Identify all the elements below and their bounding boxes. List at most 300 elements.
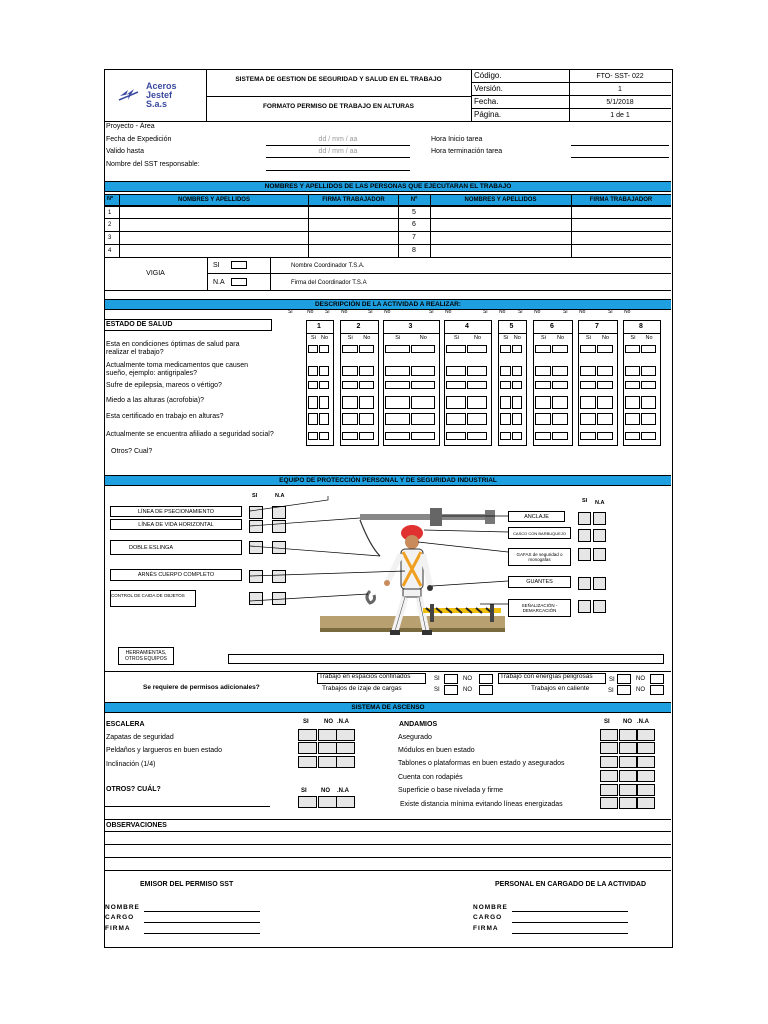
epp-right-na-checkbox-1[interactable] [593,512,606,525]
escalera-si-header: SI [303,719,309,725]
health-no-checkbox-3-6[interactable] [411,432,436,440]
escalera-no-header: NO [324,719,333,725]
valido-hasta-label: Valido hasta [106,148,145,155]
health-si-label-8: Si [630,335,636,341]
worker-num-3: 3 [108,235,112,241]
nombre-sst-label: Nombre del SST responsable: [106,161,200,168]
health-no-checkbox-6-1[interactable] [552,345,568,353]
estado-salud-label: ESTADO DE SALUD [106,321,173,328]
emisor-cargo-line[interactable] [144,922,260,923]
health-si-checkbox-8-4[interactable] [625,396,640,409]
health-no-checkbox-8-3[interactable] [641,381,656,389]
health-si-checkbox-5-4[interactable] [500,396,511,409]
health-question-6: Miedo a las alturas (acrofobia)? [106,397,205,404]
escalera-na-header: .N.A [337,719,349,725]
health-no-checkbox-1-6[interactable] [319,432,329,440]
epp-na-label-left: N.A [275,493,285,499]
health-no-checkbox-3-5[interactable] [411,413,436,425]
health-no-label-5: No [513,335,521,341]
health-no-checkbox-3-4[interactable] [411,396,436,409]
health-no-checkbox-8-1[interactable] [641,345,656,353]
andamios-item-rodapies: Cuenta con rodapiés [398,774,463,781]
health-no-label-1: No [320,335,329,341]
health-si-checkbox-6-4[interactable] [535,396,551,409]
health-question-5: Sufre de epilepsia, mareos o vértigo? [106,382,222,389]
health-no-label-4: No [473,335,482,341]
caliente-no-checkbox[interactable] [650,685,664,695]
health-si-label-1: Si [311,335,316,341]
health-no-label-2: No [363,335,371,341]
health-top-si-8: Si [608,309,613,315]
version-label: Versión. [474,84,503,93]
andamios-checkbox-4-3[interactable] [637,770,655,782]
health-no-checkbox-5-3[interactable] [512,381,523,389]
health-no-checkbox-7-1[interactable] [597,345,613,353]
health-si-checkbox-3-1[interactable] [385,345,410,353]
health-si-checkbox-7-6[interactable] [580,432,596,440]
health-si-checkbox-4-3[interactable] [446,381,466,389]
health-no-checkbox-2-6[interactable] [359,432,375,440]
nombre-coord-label: Nombre Coordinador T.S.A. [291,263,365,269]
escalera-checkbox-3-1[interactable] [298,756,317,768]
andamios-checkbox-4-1[interactable] [600,770,618,782]
personal-cargo-line[interactable] [512,922,628,923]
health-si-checkbox-2-2[interactable] [342,366,358,376]
health-si-checkbox-5-5[interactable] [500,413,511,425]
worker-num-1: 1 [108,210,112,216]
health-si-checkbox-6-3[interactable] [535,381,551,389]
health-si-checkbox-1-3[interactable] [308,381,318,389]
health-si-checkbox-3-3[interactable] [385,381,410,389]
health-col-num-4: 4 [465,323,469,330]
epp-right-si-checkbox-4[interactable] [578,577,591,590]
health-no-checkbox-1-5[interactable] [319,413,329,425]
health-no-checkbox-2-2[interactable] [359,366,375,376]
epp-item-linea-vida: LÍNEA DE VIDA HORIZONTAL [110,519,242,530]
form-title: FORMATO PERMISO DE TRABAJO EN ALTURAS [262,103,415,110]
andamios-item-tablones: Tablones o plataformas en buen estado y asegurados [398,760,565,767]
health-no-checkbox-1-3[interactable] [319,381,329,389]
worker-num-4: 4 [108,248,112,254]
health-si-label-4: Si [454,335,459,341]
health-si-checkbox-3-4[interactable] [385,396,410,409]
health-si-checkbox-4-1[interactable] [446,345,466,353]
otros-line[interactable] [104,806,270,807]
health-no-label-7: No [601,335,610,341]
escalera-checkbox-4-3[interactable] [336,796,355,808]
health-top-si-2: Si [325,309,330,315]
worker-num-8: 8 [412,247,416,254]
health-no-checkbox-6-6[interactable] [552,432,568,440]
health-no-checkbox-2-3[interactable] [359,381,375,389]
health-si-checkbox-5-2[interactable] [500,366,511,376]
andamios-checkbox-5-2[interactable] [619,784,637,796]
health-question-9: Otros? Cual? [111,448,153,455]
epp-right-na-checkbox-4[interactable] [593,577,606,590]
health-no-checkbox-3-3[interactable] [411,381,436,389]
vigia-na-checkbox[interactable] [231,278,247,286]
confinados-si-checkbox[interactable] [444,674,458,684]
nombre-sst-line[interactable] [266,170,410,171]
health-no-checkbox-8-6[interactable] [641,432,656,440]
observaciones-line-2[interactable] [104,857,671,858]
escalera-checkbox-1-2[interactable] [318,729,337,741]
confinados-si-label: SI [434,676,440,682]
epp-item-linea-posicionamiento: LÍNEA DE PSECIONAMIENTO [110,506,242,517]
personal-firma-label: FIRMA [473,925,499,932]
emisor-nombre-line[interactable] [144,911,260,912]
health-no-checkbox-8-5[interactable] [641,413,656,425]
health-top-no-7: No [579,309,586,315]
health-no-checkbox-7-2[interactable] [597,366,613,376]
escalera-checkbox-4-2[interactable] [318,796,337,808]
health-question-2: realizar el trabajo? [106,349,164,356]
health-col-divider-1 [306,333,334,334]
vigia-na-label: N.A [213,279,225,286]
version-value: 1 [618,86,622,93]
health-no-checkbox-3-1[interactable] [411,345,436,353]
health-question-3: Actualmente toma medicamentos que causen [106,362,249,369]
health-no-checkbox-4-5[interactable] [467,413,487,425]
energias-no-label: NO [636,676,645,682]
health-no-checkbox-8-4[interactable] [641,396,656,409]
health-si-checkbox-2-3[interactable] [342,381,358,389]
health-no-label-8: No [645,335,653,341]
health-no-checkbox-6-4[interactable] [552,396,568,409]
escalera-checkbox-3-2[interactable] [318,756,337,768]
health-top-si-3: Si [368,309,373,315]
worker-num-7: 7 [412,234,416,241]
caliente-si-checkbox[interactable] [617,685,631,695]
escalera-checkbox-4-1[interactable] [298,796,317,808]
health-col-num-7: 7 [595,323,599,330]
escalera-item-inclinacion: Inclinación (1/4) [106,761,156,768]
health-no-checkbox-6-5[interactable] [552,413,568,425]
fecha-value: 5/1/2018 [606,99,634,106]
epp-item-casco: CASCO CON BARBUQUEJO [508,527,571,539]
col-firma-left: FIRMA TRABAJADOR [322,197,385,203]
epp-na-label-right: N.A [595,500,605,506]
andamios-checkbox-1-1[interactable] [600,729,618,741]
health-si-checkbox-4-5[interactable] [446,413,466,425]
health-si-checkbox-6-1[interactable] [535,345,551,353]
health-top-si-1: Si [288,309,293,315]
emisor-firma-label: FIRMA [105,925,131,932]
health-no-checkbox-1-4[interactable] [319,396,329,409]
emisor-firma-line[interactable] [144,933,260,934]
personal-nombre-label: NOMBRE [473,904,508,911]
health-si-checkbox-6-5[interactable] [535,413,551,425]
escalera-checkbox-1-3[interactable] [336,729,355,741]
health-no-checkbox-1-2[interactable] [319,366,329,376]
epp-item-doble-eslinga: DOBLE ESLINGA [110,540,242,555]
health-si-checkbox-7-5[interactable] [580,413,596,425]
andamios-checkbox-3-2[interactable] [619,756,637,768]
andamios-checkbox-3-3[interactable] [637,756,655,768]
andamios-checkbox-2-2[interactable] [619,742,637,754]
epp-right-si-checkbox-1[interactable] [578,512,591,525]
health-top-no-5: No [499,309,506,315]
epp-item-guantes: GUANTES [508,576,571,588]
health-si-checkbox-5-6[interactable] [500,432,511,440]
health-no-checkbox-7-6[interactable] [597,432,613,440]
system-title: SISTEMA DE GESTION DE SEGURIDAD Y SALUD EN EL TRABAJO [235,76,442,83]
escalera-item-zapatas: Zapatas de seguridad [106,734,174,741]
energias-si-checkbox[interactable] [617,674,631,684]
firma-coord-label: Firma del Coordinador T.S.A [291,280,367,286]
health-si-checkbox-4-2[interactable] [446,366,466,376]
health-top-no-2: No [341,309,348,315]
health-no-checkbox-4-2[interactable] [467,366,487,376]
health-col-num-5: 5 [509,323,514,330]
health-no-checkbox-2-5[interactable] [359,413,375,425]
health-no-checkbox-4-4[interactable] [467,396,487,409]
health-col-divider-6 [533,333,573,334]
escalera-checkbox-3-3[interactable] [336,756,355,768]
epp-si-label-right: SI [582,498,588,504]
health-si-checkbox-2-4[interactable] [342,396,358,409]
logo-text-1: Aceros [146,81,177,91]
otros-na-header: .N.A [337,788,349,794]
epp-item-anclaje: ANCLAJE [508,511,565,522]
personal-nombre-line[interactable] [512,911,628,912]
health-si-checkbox-8-1[interactable] [625,345,640,353]
epp-right-na-checkbox-5[interactable] [593,600,606,613]
epp-right-si-checkbox-2[interactable] [578,529,591,542]
fall-protection-illustration [240,486,510,646]
izaje-no-label: NO [463,687,472,693]
health-si-checkbox-3-5[interactable] [385,413,410,425]
health-si-checkbox-1-1[interactable] [308,345,318,353]
vigia-label: VIGIA [146,270,165,277]
epp-right-na-checkbox-3[interactable] [593,548,606,561]
escalera-item-peldanos: Peldaños y largueros en buen estado [106,747,222,754]
epp-section-bar: EQUIPO DE PROTECCIÓN PERSONAL Y DE SEGURIDAD INDUSTRIAL [105,475,671,486]
hora-fin-line[interactable] [571,157,669,158]
caliente-si-label: SI [608,688,614,694]
izaje-si-checkbox[interactable] [444,685,458,695]
health-top-si-7: Si [563,309,568,315]
logo-text-3: S.a.s [146,99,168,109]
health-question-1: Esta en condiciones óptimas de salud para [106,341,240,348]
activity-section-bar: DESCRIPCIÓN DE LA ACTIVIDAD A REALIZAR: [105,299,671,310]
health-si-checkbox-2-5[interactable] [342,413,358,425]
health-no-checkbox-2-1[interactable] [359,345,375,353]
health-no-checkbox-3-2[interactable] [411,366,436,376]
epp-right-na-checkbox-2[interactable] [593,529,606,542]
andamios-item-asegurado: Asegurado [398,734,432,741]
personal-cargo-label: CARGO [473,914,503,921]
health-no-checkbox-7-5[interactable] [597,413,613,425]
additional-question: Se requiere de permisos adicionales? [143,684,260,691]
otros-no-header: NO [321,788,330,794]
andamios-checkbox-3-1[interactable] [600,756,618,768]
ascenso-section-bar: SISTEMA DE ASCENSO [105,702,671,713]
health-si-checkbox-1-5[interactable] [308,413,318,425]
health-no-checkbox-2-4[interactable] [359,396,375,409]
andamios-checkbox-5-3[interactable] [637,784,655,796]
observaciones-line-1[interactable] [104,844,671,845]
izaje-si-label: SI [434,687,440,693]
caliente-no-label: NO [636,687,645,693]
epp-item-control-caida: CONTROL DE CAIDA DE OBJETOS [110,590,196,607]
health-si-checkbox-7-2[interactable] [580,366,596,376]
vigia-si-checkbox[interactable] [231,261,247,269]
health-top-si-5: Si [483,309,488,315]
health-top-no-4: No [445,309,452,315]
epp-item-gafas: GAFAS de seguridad o monogafas [508,548,571,566]
andamios-no-header: NO [623,719,632,725]
codigo-value: FTO- SST- 022 [596,73,644,80]
energias-si-label: SI [609,677,615,683]
fecha-label: Fecha. [474,97,499,106]
epp-right-si-checkbox-5[interactable] [578,600,591,613]
escalera-checkbox-2-2[interactable] [318,742,337,754]
health-si-label-3: Si [395,335,401,341]
health-no-checkbox-5-1[interactable] [512,345,523,353]
observaciones-line-3[interactable] [104,870,671,871]
escalera-checkbox-1-1[interactable] [298,729,317,741]
epp-item-herramientas: HERRAMIENTAS, OTROS EQUIPOS [118,647,174,665]
health-no-checkbox-7-4[interactable] [597,396,613,409]
emisor-title: EMISOR DEL PERMISO SST [140,881,234,888]
health-top-si-4: Si [429,309,434,315]
andamios-checkbox-1-2[interactable] [619,729,637,741]
health-question-8: Actualmente se encuentra afiliado a seguridad social? [106,431,274,438]
worker-num-6: 6 [412,221,416,228]
valido-hasta-placeholder[interactable]: dd / mm / aa [318,148,358,155]
confinados-no-checkbox[interactable] [479,674,493,684]
andamios-checkbox-4-2[interactable] [619,770,637,782]
health-no-label-3: No [419,335,427,341]
health-si-checkbox-6-6[interactable] [535,432,551,440]
health-col-num-2: 2 [356,323,361,330]
andamios-checkbox-6-1[interactable] [600,797,618,809]
health-si-checkbox-8-6[interactable] [625,432,640,440]
health-no-checkbox-1-1[interactable] [319,345,329,353]
health-col-divider-4 [444,333,492,334]
health-si-checkbox-6-2[interactable] [535,366,551,376]
herramientas-input[interactable] [228,654,664,664]
energias-no-checkbox[interactable] [650,674,664,684]
otros-label: OTROS? CUÁL? [106,786,161,793]
health-si-checkbox-7-4[interactable] [580,396,596,409]
andamios-checkbox-2-1[interactable] [600,742,618,754]
andamios-checkbox-1-3[interactable] [637,729,655,741]
health-col-divider-3 [383,333,440,334]
hora-inicio-label: Hora Inicio tarea [431,136,483,143]
health-no-checkbox-7-3[interactable] [597,381,613,389]
codigo-label: Código. [474,71,502,80]
health-si-checkbox-8-2[interactable] [625,366,640,376]
health-si-checkbox-1-4[interactable] [308,396,318,409]
health-si-checkbox-3-6[interactable] [385,432,410,440]
andamios-si-header: SI [604,719,610,725]
health-no-checkbox-4-1[interactable] [467,345,487,353]
escalera-checkbox-2-1[interactable] [298,742,317,754]
personal-firma-line[interactable] [512,933,628,934]
andamios-checkbox-5-1[interactable] [600,784,618,796]
health-no-checkbox-5-6[interactable] [512,432,523,440]
logo-mark-icon [118,86,142,104]
fecha-expedicion-label: Fecha de Expedición [106,136,172,143]
health-no-checkbox-5-4[interactable] [512,396,523,409]
andamios-item-distancia: Existe distancia mínima evitando líneas energizadas [400,801,563,808]
health-si-label-5: Si [503,335,509,341]
health-col-divider-2 [340,333,379,334]
health-si-checkbox-8-3[interactable] [625,381,640,389]
hora-inicio-line[interactable] [571,145,669,146]
health-no-checkbox-4-6[interactable] [467,432,487,440]
escalera-checkbox-2-3[interactable] [336,742,355,754]
health-col-num-1: 1 [317,323,321,330]
energias-label: Trabajo con energías peligrosas [500,673,593,680]
andamios-label: ANDAMIOS [399,721,438,728]
workers-section-bar: NOMBRES Y APELLIDOS DE LAS PERSONAS QUE EJECUTARAN EL TRABAJO [105,181,671,192]
health-no-checkbox-6-3[interactable] [552,381,568,389]
health-question-4: sueño, ejemplo: antigripales? [106,370,198,377]
health-si-label-6: Si [541,335,546,341]
andamios-item-superficie: Superficie o base nivelada y firme [398,787,504,794]
health-si-checkbox-5-1[interactable] [500,345,511,353]
epp-right-si-checkbox-3[interactable] [578,548,591,561]
health-col-divider-8 [623,333,661,334]
vigia-si-label: SI [213,262,220,269]
observaciones-label: OBSERVACIONES [106,822,167,829]
health-si-checkbox-1-6[interactable] [308,432,318,440]
col-n-right: Nº [410,197,418,203]
health-top-no-1: No [307,309,314,315]
health-si-checkbox-4-6[interactable] [446,432,466,440]
health-question-7: Esta certificado en trabajo en alturas? [106,413,224,420]
izaje-label: Trabajos de izaje de cargas [322,685,402,692]
andamios-checkbox-6-2[interactable] [619,797,637,809]
andamios-checkbox-6-3[interactable] [637,797,655,809]
health-col-divider-5 [498,333,527,334]
confinados-label: Trabajo en espacios confinados [319,673,411,680]
andamios-checkbox-2-3[interactable] [637,742,655,754]
health-si-checkbox-1-2[interactable] [308,366,318,376]
health-si-checkbox-5-3[interactable] [500,381,511,389]
health-col-num-8: 8 [639,323,643,330]
epp-item-arnes: ARNÉS CUERPO COMPLETO [110,569,242,581]
health-no-checkbox-8-2[interactable] [641,366,656,376]
fecha-expedicion-placeholder[interactable]: dd / mm / aa [318,136,358,143]
hora-fin-label: Hora terminación tarea [431,148,503,155]
emisor-cargo-label: CARGO [105,914,135,921]
health-si-checkbox-3-2[interactable] [385,366,410,376]
health-no-checkbox-4-3[interactable] [467,381,487,389]
health-si-checkbox-8-5[interactable] [625,413,640,425]
col-names-right: NOMBRES Y APELLIDOS [464,197,537,203]
health-no-checkbox-5-2[interactable] [512,366,523,376]
health-si-checkbox-7-3[interactable] [580,381,596,389]
worker-num-5: 5 [412,209,416,216]
health-si-checkbox-2-6[interactable] [342,432,358,440]
health-no-checkbox-6-2[interactable] [552,366,568,376]
health-si-checkbox-2-1[interactable] [342,345,358,353]
health-si-label-2: Si [347,335,353,341]
andamios-item-modulos: Módulos en buen estado [398,747,475,754]
col-names-left: NOMBRES Y APELLIDOS [178,197,250,203]
health-no-checkbox-5-5[interactable] [512,413,523,425]
worker-num-2: 2 [108,222,112,228]
andamios-na-header: .N.A [637,719,649,725]
izaje-no-checkbox[interactable] [479,685,493,695]
health-si-checkbox-7-1[interactable] [580,345,596,353]
emisor-nombre-label: NOMBRE [105,904,140,911]
health-si-checkbox-4-4[interactable] [446,396,466,409]
